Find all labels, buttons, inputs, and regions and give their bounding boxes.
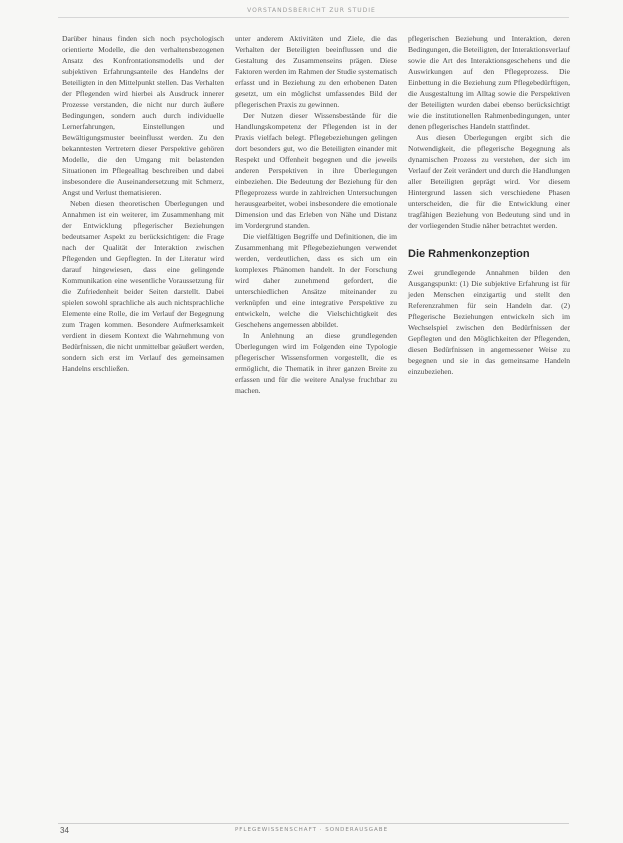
paragraph: Der Nutzen dieser Wissensbestände für die Handlungskompetenz der Pflegenden ist in der Praxis vielfach belegt. Pflegebeziehungen gelingen dort besonders gut, wo die Beteiligten einander mit Respekt und Offenheit begegnen und die jeweils anderen Perspektiven in ihre Überlegungen einbeziehen. Die Bedeutung der Beziehung für den Pflegeprozess wurde in zahlreichen Untersuchungen herausgearbeitet, wobei insbesondere die emotionale Dimension und das Erleben von Nähe und Distanz im Vordergrund standen. — [235, 111, 397, 230]
paragraph: In Anlehnung an diese grundlegenden Überlegungen wird im Folgenden eine Typologie pflegerischer Wissensformen vorgestellt, die es ermöglicht, die Thematik in ihrer ganzen Breite zu erfassen und für die weitere Analyse fruchtbar zu machen. — [235, 331, 397, 395]
section-heading: Die Rahmenkonzeption — [408, 248, 530, 260]
footer-rule — [58, 823, 569, 824]
paragraph: Zwei grundlegende Annahmen bilden den Ausgangspunkt: (1) Die subjektive Erfahrung ist für jeden Menschen einzigartig und stellt den Referenzrahmen für sein Handeln dar. (2) Pflegerische Beziehungen entwickeln sich im Wechselspiel zwischen den Bedürfnissen der Gepflegten und den Möglichkeiten der Pflegenden, diesen Bedürfnissen in angemessener Weise zu begegnen und sie in das gemeinsame Handeln einzubeziehen. — [408, 268, 570, 376]
paragraph: Neben diesen theoretischen Überlegungen und Annahmen ist ein weiterer, im Zusammenhang mit der Entwicklung pflegerischer Beziehungen bedeutsamer Aspekt zu berücksichtigen: die Frage nach der Qualität der Interaktion zwischen Pflegenden und Gepflegten. In der Literatur wird darauf hingewiesen, dass eine gelingende Kommunikation eine wesentliche Voraussetzung für die Zufriedenheit beider Seiten darstellt. Dabei spielen sowohl sprachliche als auch nichtsprachliche Elemente eine Rolle, die im Verlauf der Begegnung zum Tragen kommen. Besondere Aufmerksamkeit verdient in diesem Kontext die Wahrnehmung von Bedürfnissen, die nicht unmittelbar geäußert werden, sondern sich erst im Verlauf des gemeinsamen Handelns erschließen. — [62, 199, 224, 373]
text-column-3 — [408, 33, 570, 377]
running-header: VORSTANDSBERICHT ZUR STUDIE — [247, 7, 376, 14]
header-rule — [58, 17, 569, 18]
footer-text: PFLEGEWISSENSCHAFT · SONDERAUSGABE — [234, 827, 389, 833]
paragraph: Darüber hinaus finden sich noch psychologisch orientierte Modelle, die den verhaltensbezogenen Ansatz des Konfrontationsmodells und der subjektiven Erfahrungsanteile des Handelns der Beteiligten in den Mittelpunkt stellen. Das Verhalten der Pflegenden wird hierbei als Ausdruck innerer Prozesse verstanden, die nicht nur durch äußere Bedingungen, sondern auch durch individuelle Lernerfahrungen, Einstellungen und Bewältigungsmuster beeinflusst werden. Zu den bekanntesten Vertretern dieser Perspektive gehören Modelle, die den Umgang mit belastenden Situationen im Pflegealltag beschreiben und dabei insbesondere die Auseinandersetzung mit Schmerz, Angst und Verlust thematisieren. — [62, 34, 224, 197]
paragraph: pflegerischen Beziehung und Interaktion, deren Bedingungen, die Beteiligten, der Interaktionsverlauf sowie die Art des Interaktionsgeschehens und die Auswirkungen auf den Pflegeprozess. Die Einbettung in die Beziehung zum Pflegebedürftigen, die Ausgestaltung im Alltag sowie die Perspektiven der Beteiligten wurden dabei ebenso berücksichtigt wie die institutionellen Rahmenbedingungen, unter denen pflegerisches Handeln stattfindet. — [408, 34, 570, 131]
paragraph: Die vielfältigen Begriffe und Definitionen, die im Zusammenhang mit Pflegebeziehungen verwendet werden, verdeutlichen, dass es sich um ein komplexes Phänomen handelt. In der Forschung wird daher zunehmend gefordert, die unterschiedlichen Ansätze miteinander zu verknüpfen und eine integrative Perspektive zu entwickeln, welche die Vielschichtigkeit des Geschehens angemessen abbildet. — [235, 232, 397, 329]
paragraph: Aus diesen Überlegungen ergibt sich die Notwendigkeit, die pflegerische Begegnung als dynamischen Prozess zu verstehen, der sich im Verlauf der Zeit verändert und durch die Handlungen aller Beteiligten geprägt wird. Vor diesem Hintergrund lassen sich verschiedene Phasen unterscheiden, die für die Entwicklung einer tragfähigen Beziehung von Bedeutung sind und in der vorliegenden Studie näher betrachtet werden. — [408, 133, 570, 230]
paragraph: unter anderem Aktivitäten und Ziele, die das Verhalten der Beteiligten beeinflussen und die Gestaltung des Zusammenseins prägen. Diese Faktoren werden im Rahmen der Studie systematisch erfasst und in Beziehung zu den erhobenen Daten gesetzt, um ein möglichst umfassendes Bild der pflegerischen Praxis zu gewinnen. — [235, 34, 397, 109]
text-column-1 — [62, 33, 224, 374]
text-column-2 — [235, 33, 397, 396]
page-number: 34 — [60, 826, 69, 835]
